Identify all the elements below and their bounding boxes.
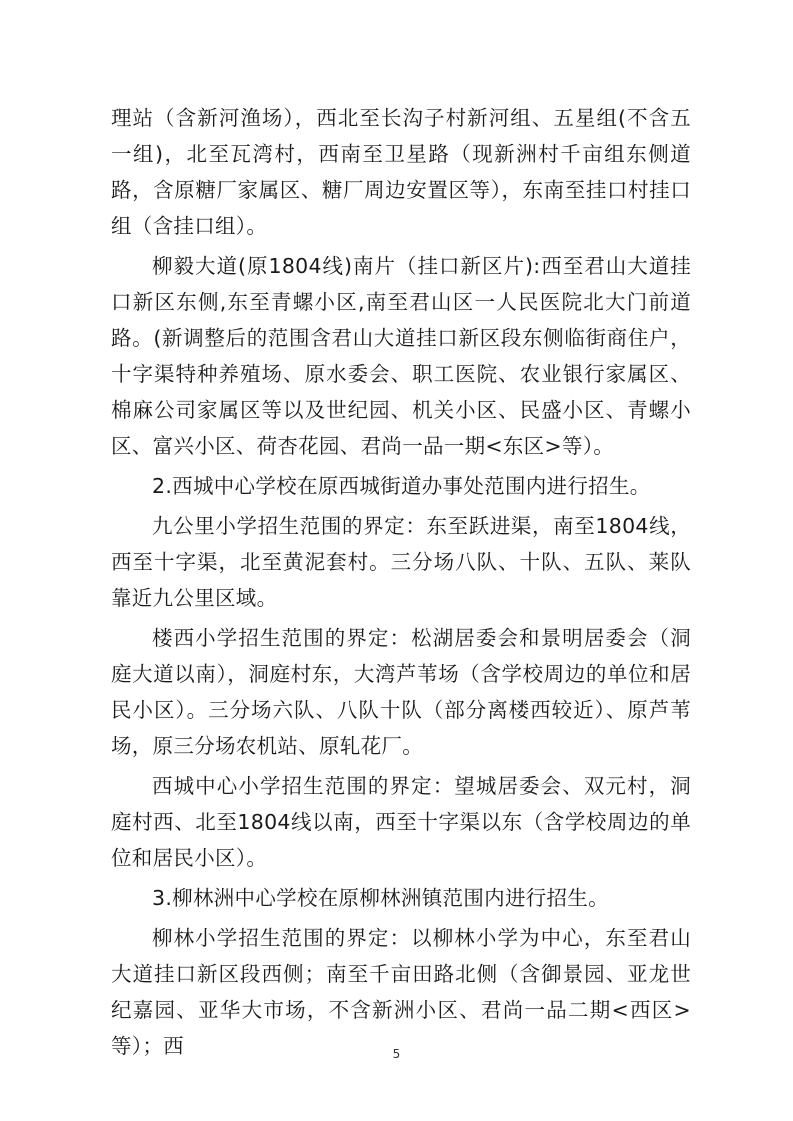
paragraph-louxi-primary: 楼西小学招生范围的界定：松湖居委会和景明居委会（洞庭大道以南），洞庭村东，大湾芦苇场（含学校周边的单位和居民小区）。三分场六队、八队十队（部分离楼西较近）、原芦苇场，原三分场农机站、原轧花厂。 <box>111 626 691 758</box>
paragraph-liulin-primary: 柳林小学招生范围的界定：以柳林小学为中心，东至君山大道挂口新区段西侧；南至千亩田路北侧（含御景园、亚龙世纪嘉园、亚华大市场，不含新洲小区、君尚一品二期<西区>等）；西 <box>111 926 691 1058</box>
paragraph-xicheng-center-school: 2.西城中心学校在原西城街道办事处范围内进行招生。 <box>152 474 651 498</box>
page-number: 5 <box>392 1047 401 1061</box>
paragraph-liulinzhou-center-school: 3.柳林洲中心学校在原柳林洲镇范围内进行招生。 <box>152 886 609 910</box>
document-body <box>111 100 691 1068</box>
paragraph-xicheng-center-primary: 西城中心小学招生范围的界定：望城居委会、双元村，洞庭村西、北至1804线以南，西至十字渠以东（含学校周边的单位和居民小区）。 <box>111 774 691 870</box>
paragraph-jiugongli-primary: 九公里小学招生范围的界定：东至跃进渠，南至1804线，西至十字渠，北至黄泥套村。三分场八队、十队、五队、莱队靠近九公里区域。 <box>111 514 691 610</box>
paragraph-liuyi-avenue-south: 柳毅大道(原1804线)南片（挂口新区片):西至君山大道挂口新区东侧,东至青螺小区,南至君山区一人民医院北大门前道路。(新调整后的范围含君山大道挂口新区段东侧临街商住户，十字渠特种养殖场、原水委会、职工医院、农业银行家属区、棉麻公司家属区等以及世纪园、机关小区、民盛小区、青螺小区、富兴小区、荷杏花园、君尚一品一期<东区>等）。 <box>111 254 691 458</box>
paragraph-continuation: 理站（含新河渔场），西北至长沟子村新河组、五星组(不含五一组)，北至瓦湾村，西南至卫星路（现新洲村千亩组东侧道路，含原糖厂家属区、糖厂周边安置区等），东南至挂口村挂口组（含挂口组）。 <box>111 106 691 238</box>
